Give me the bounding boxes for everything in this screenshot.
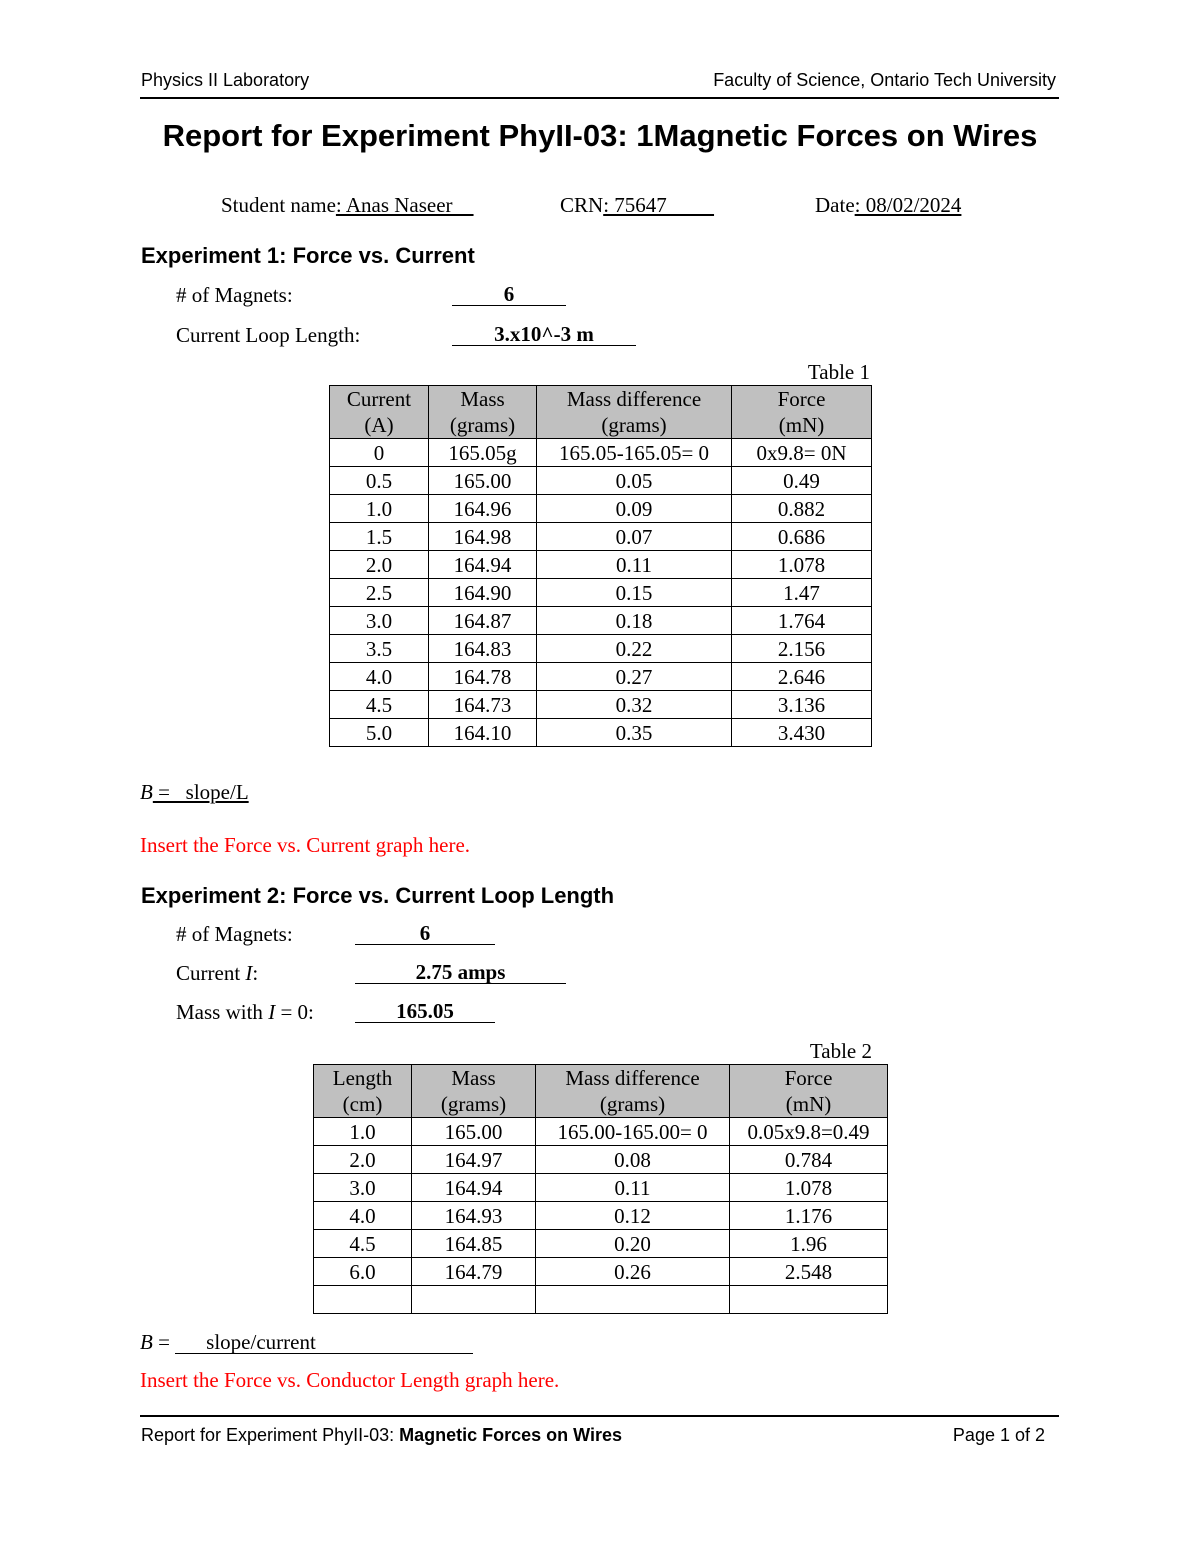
exp1-magnets-label: # of Magnets: (176, 283, 293, 307)
footer-left: Report for Experiment PhyII-03: Magnetic Forces on Wires (141, 1425, 622, 1445)
table-row: 4.5 164.73 0.32 3.136 (330, 691, 872, 719)
exp2-mass-field (355, 1000, 495, 1023)
table-row-empty (314, 1286, 888, 1314)
exp2-current-field (355, 961, 566, 984)
exp2-mass-value: 165.05 (355, 1000, 495, 1023)
exp2-current-value: 2.75 amps (355, 961, 566, 984)
exp1-loop-field (452, 323, 636, 346)
exp1-loop-value: 3.x10^-3 m (452, 323, 636, 346)
table1-col-mass-diff: Mass difference (grams) (537, 386, 732, 439)
table1-col-force: Force (mN) (732, 386, 872, 439)
page-title: Report for Experiment PhyII-03: 1Magnetic Forces on Wires (162, 118, 1038, 153)
student-name-value: : Anas Naseer (335, 193, 474, 217)
exp1-b-symbol: B (140, 780, 153, 804)
exp2-mass-label: Mass with I = 0: (176, 1000, 314, 1024)
table2 (313, 1064, 888, 1314)
table-row: 5.0 164.10 0.35 3.430 (330, 719, 872, 747)
table-row: 4.0 164.93 0.12 1.176 (314, 1202, 888, 1230)
table-row: 1.0 164.96 0.09 0.882 (330, 495, 872, 523)
exp2-magnets-field (355, 922, 495, 945)
date-value: : 08/02/2024 (854, 193, 962, 217)
exp2-current-label: Current I: (176, 961, 259, 985)
table1-header-row (330, 386, 872, 439)
table2-col-force: Force (mN) (730, 1065, 888, 1118)
page-number: Page 1 of 2 (952, 1425, 1045, 1445)
exp1-graph-note: Insert the Force vs. Current graph here. (140, 833, 471, 857)
table-row: 3.0 164.94 0.11 1.078 (314, 1174, 888, 1202)
table2-col-mass: Mass (grams) (412, 1065, 536, 1118)
table2-caption: Table 2 (809, 1039, 872, 1063)
table-row: 0 165.05g 165.05-165.05= 0 0x9.8= 0N (330, 439, 872, 467)
crn-field (560, 193, 714, 218)
exp2-graph-note: Insert the Force vs. Conductor Length graph here. (140, 1368, 560, 1392)
table2-col-mass-diff: Mass difference (grams) (536, 1065, 730, 1118)
date-field (815, 193, 961, 218)
table2-header-row (314, 1065, 888, 1118)
exp2-magnets-value: 6 (355, 922, 495, 945)
experiment1-heading: Experiment 1: Force vs. Current (141, 243, 475, 268)
exp2-b-equation: B = slope/current (140, 1330, 473, 1355)
header-rule (140, 97, 1059, 99)
exp1-magnets-field (452, 283, 566, 306)
table1-col-mass: Mass (grams) (429, 386, 537, 439)
table-row: 1.5 164.98 0.07 0.686 (330, 523, 872, 551)
exp1-b-equation (140, 780, 249, 805)
table1-col-current: Current (A) (330, 386, 429, 439)
exp1-b-value: = slope/L (152, 780, 249, 804)
table-row: 2.0 164.97 0.08 0.784 (314, 1146, 888, 1174)
experiment2-heading: Experiment 2: Force vs. Current Loop Length (141, 883, 615, 908)
table1-caption: Table 1 (807, 360, 870, 384)
table-row: 1.0 165.00 165.00-165.00= 0 0.05x9.8=0.49 (314, 1118, 888, 1146)
crn-value: : 75647 (603, 193, 715, 217)
table-row: 2.0 164.94 0.11 1.078 (330, 551, 872, 579)
exp2-b-value: slope/current (175, 1331, 473, 1354)
table-row: 3.5 164.83 0.22 2.156 (330, 635, 872, 663)
table1 (329, 385, 872, 747)
table-row: 4.0 164.78 0.27 2.646 (330, 663, 872, 691)
exp1-magnets-value: 6 (452, 283, 566, 306)
student-name-label: Student name (221, 193, 336, 217)
header-left: Physics II Laboratory (141, 70, 310, 90)
table-row: 4.5 164.85 0.20 1.96 (314, 1230, 888, 1258)
exp1-loop-label: Current Loop Length: (176, 323, 361, 347)
footer-rule (140, 1415, 1059, 1417)
table-row: 3.0 164.87 0.18 1.764 (330, 607, 872, 635)
exp2-b-symbol: B (140, 1330, 153, 1354)
date-label: Date (815, 193, 855, 217)
exp2-magnets-label: # of Magnets: (176, 922, 293, 946)
crn-label: CRN (560, 193, 604, 217)
table-row: 2.5 164.90 0.15 1.47 (330, 579, 872, 607)
table2-col-length: Length (cm) (314, 1065, 412, 1118)
header-right: Faculty of Science, Ontario Tech University (713, 70, 1056, 90)
table-row: 0.5 165.00 0.05 0.49 (330, 467, 872, 495)
table-row: 6.0 164.79 0.26 2.548 (314, 1258, 888, 1286)
student-name-field (221, 193, 474, 218)
